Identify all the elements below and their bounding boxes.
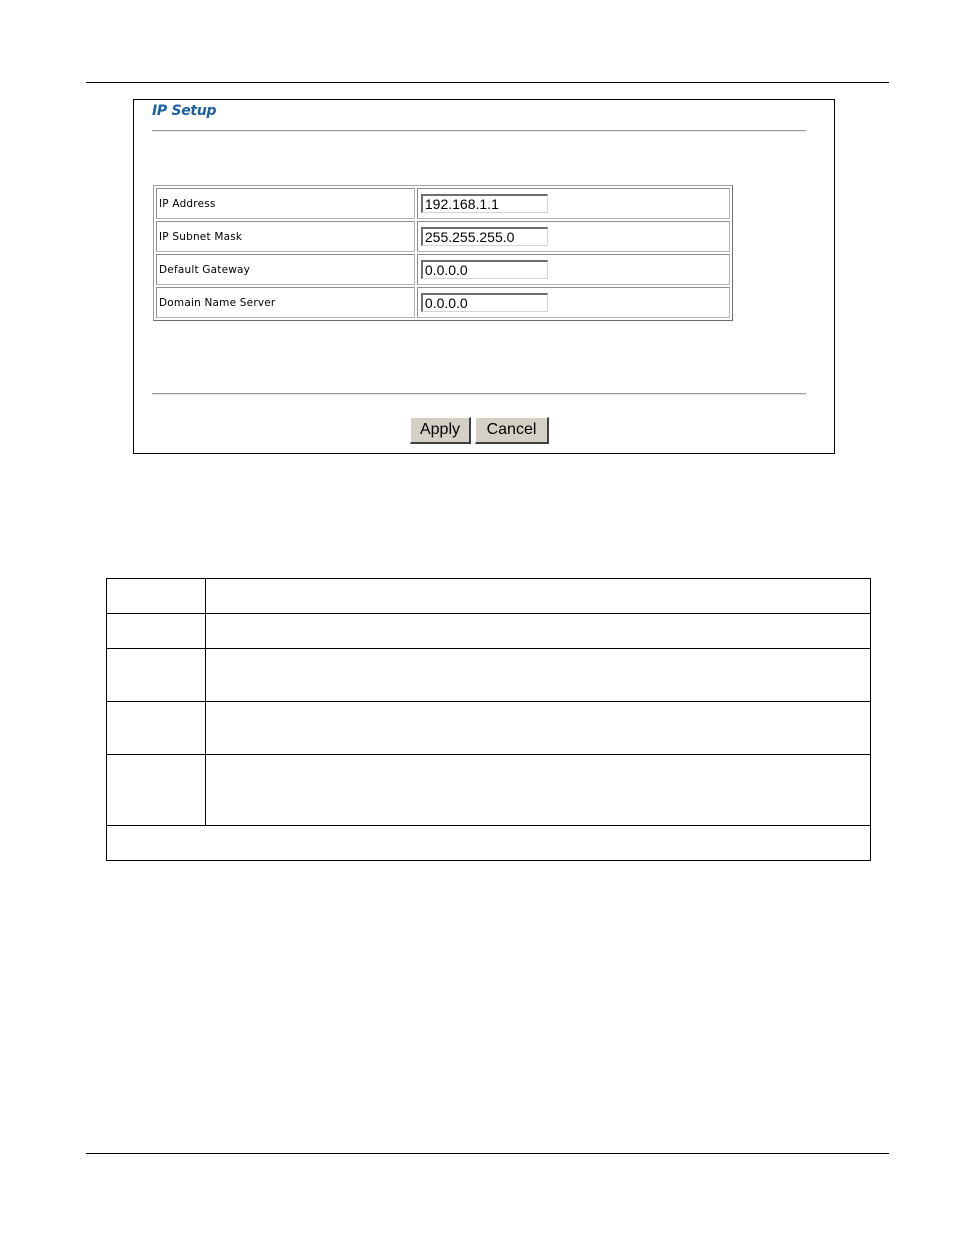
ip-setup-panel [133,99,835,454]
table-row [107,579,871,614]
table-cell [107,649,206,702]
description-table [106,578,871,861]
table-row [156,188,730,219]
table-cell [107,579,206,614]
ip-address-label: IP Address [156,188,415,219]
ip-address-input[interactable] [421,194,548,213]
table-row [156,287,730,318]
domain-name-server-label: Domain Name Server [156,287,415,318]
table-row [156,221,730,252]
table-cell [206,579,871,614]
ip-settings-table [153,185,733,321]
table-row [107,702,871,755]
table-cell [107,702,206,755]
apply-button[interactable]: Apply [410,417,471,444]
ip-subnet-mask-label: IP Subnet Mask [156,221,415,252]
default-gateway-input[interactable] [421,260,548,279]
table-cell [107,755,206,826]
default-gateway-label: Default Gateway [156,254,415,285]
title-separator [152,130,806,132]
table-cell [206,702,871,755]
table-cell [107,614,206,649]
ip-subnet-mask-input[interactable] [421,227,548,246]
page-header-rule [86,82,889,83]
table-row [107,755,871,826]
footer-separator [152,393,806,395]
cancel-button[interactable]: Cancel [475,417,549,444]
domain-name-server-input[interactable] [421,293,548,312]
table-cell [206,755,871,826]
table-row [107,826,871,861]
table-row [107,649,871,702]
table-cell [107,826,871,861]
table-row [156,254,730,285]
table-row [107,614,871,649]
page-footer-rule [86,1153,889,1154]
table-cell [206,614,871,649]
table-cell [206,649,871,702]
panel-title: IP Setup [152,103,217,119]
